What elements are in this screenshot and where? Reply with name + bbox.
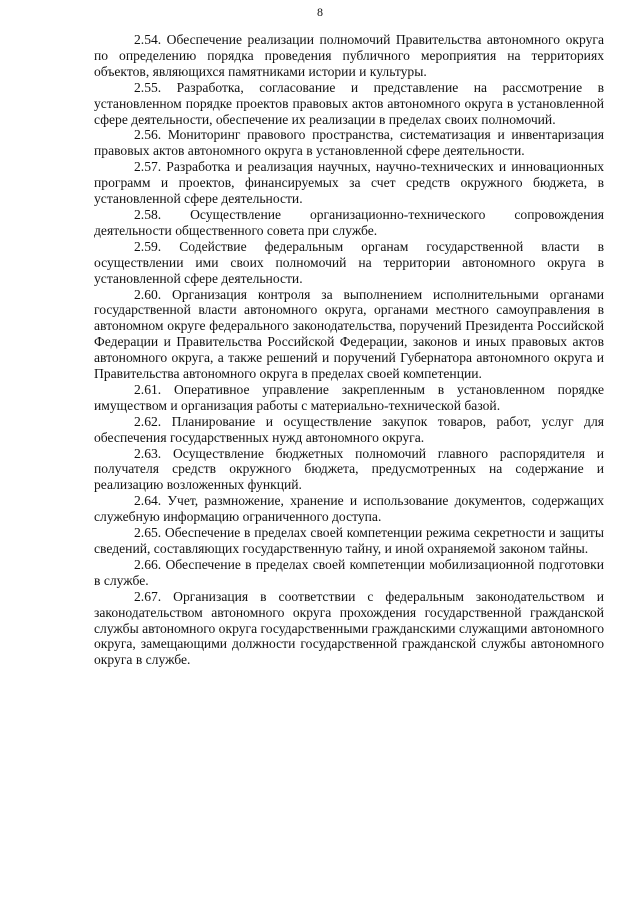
paragraph-2-66: 2.66. Обеспечение в пределах своей компетенции мобилизационной подготовки в службе. (94, 556, 604, 588)
paragraph-2-62: 2.62. Планирование и осуществление закупок товаров, работ, услуг для обеспечения государственных нужд автономного округа. (94, 413, 604, 445)
document-body (94, 32, 604, 668)
paragraph-2-61: 2.61. Оперативное управление закрепленным в установленном порядке имуществом и организация работы с материально-технической базой. (94, 381, 604, 413)
paragraph-2-57: 2.57. Разработка и реализация научных, научно-технических и инновационных программ и проектов, финансируемых за счет средств окружного бюджета, в установленной сфере деятельности. (94, 159, 604, 207)
paragraph-2-63: 2.63. Осуществление бюджетных полномочий главного распорядителя и получателя средств окружного бюджета, предусмотренных на содержание и реализацию возложенных функций. (94, 445, 604, 493)
paragraph-2-59: 2.59. Содействие федеральным органам государственной власти в осуществлении ими своих полномочий на территории автономного округа в установленной сфере деятельности. (94, 238, 604, 286)
paragraph-2-54: 2.54. Обеспечение реализации полномочий Правительства автономного округа по определению порядка проведения публичного мероприятия на территориях объектов, являющихся памятниками истории и культуры. (94, 32, 604, 79)
paragraph-2-58: 2.58. Осуществление организационно-технического сопровождения деятельности общественного совета при службе. (94, 206, 604, 238)
paragraph-2-64: 2.64. Учет, размножение, хранение и использование документов, содержащих служебную информацию ограниченного доступа. (94, 493, 604, 525)
paragraph-2-56: 2.56. Мониторинг правового пространства, систематизация и инвентаризация правовых актов автономного округа в установленной сфере деятельности. (94, 127, 604, 159)
paragraph-2-65: 2.65. Обеспечение в пределах своей компетенции режима секретности и защиты сведений, составляющих государственную тайну, и иной охраняемой законом тайны. (94, 525, 604, 556)
page-number: 8 (317, 5, 323, 19)
paragraph-2-60: 2.60. Организация контроля за выполнением исполнительными органами государственной власти автономного округа, органами местного самоуправления в автономном округе федерального законодательства, поручений Президента Российской Федерации и Правительства Российской Федерации, законов и иных правовых актов автономного округа, а также решений и поручений Губернатора автономного округа и Правительства автономного округа в пределах своей компетенции. (94, 286, 604, 382)
paragraph-2-67: 2.67. Организация в соответствии с федеральным законодательством и законодательством автономного округа прохождения государственной гражданской службы автономного округа государственными гражданскими служащими автономного округа, замещающими должности государственной гражданской службы автономного округа в службе. (94, 588, 605, 668)
paragraph-2-55: 2.55. Разработка, согласование и представление на рассмотрение в установленном порядке проектов правовых актов автономного округа в установленной сфере деятельности, обеспечение их реализации в пределах своих полномочий. (94, 79, 604, 127)
